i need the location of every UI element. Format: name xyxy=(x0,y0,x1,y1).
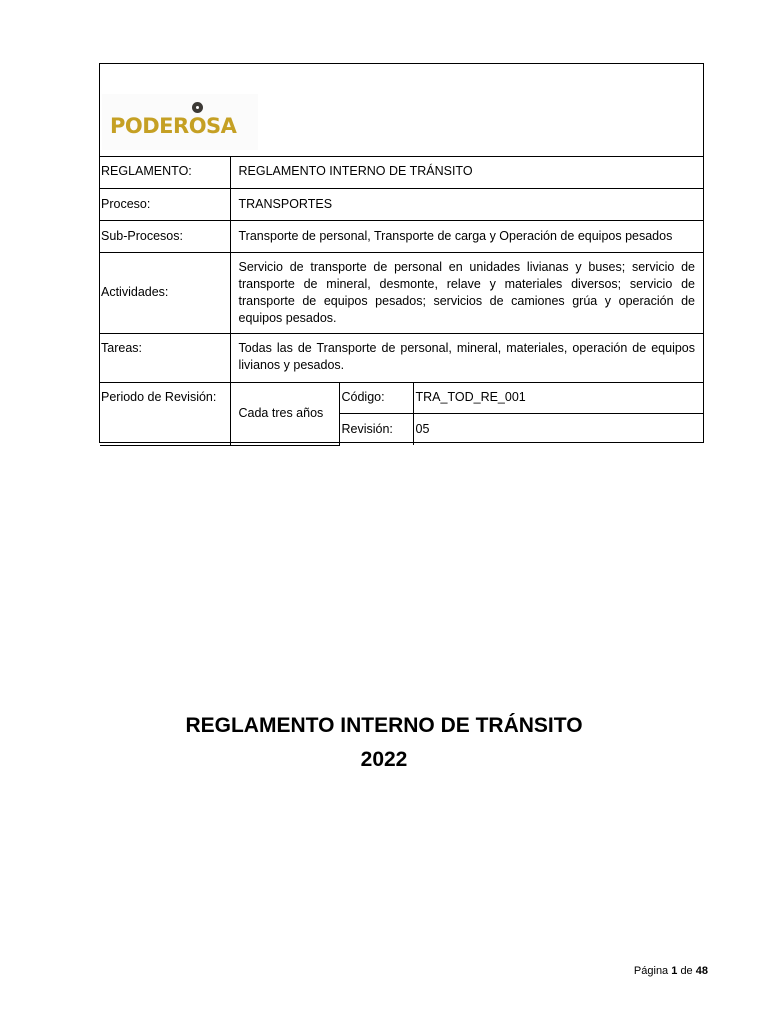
page-word: Página xyxy=(633,965,669,977)
proceso-label: Proceso: xyxy=(100,188,230,220)
page-current: 1 xyxy=(671,965,678,977)
revision-label: Revisión: xyxy=(339,413,413,445)
proceso-value: TRANSPORTES xyxy=(230,188,703,220)
periodo-label: Periodo de Revisión: xyxy=(100,382,230,445)
tareas-value: Todas las de Transporte de personal, mineral, materiales, operación de equipos livianos y pesados. xyxy=(230,333,703,382)
reglamento-value: REGLAMENTO INTERNO DE TRÁNSITO xyxy=(230,156,703,188)
page-total: 48 xyxy=(695,965,708,977)
actividades-label: Actividades: xyxy=(100,252,230,333)
logo-ring-icon xyxy=(192,102,203,113)
document-metadata-table xyxy=(100,156,703,446)
page-separator: de xyxy=(680,965,693,977)
table-row xyxy=(100,188,703,220)
logo-row xyxy=(100,64,703,157)
document-title: REGLAMENTO INTERNO DE TRÁNSITO xyxy=(185,714,583,737)
reglamento-label: REGLAMENTO: xyxy=(100,156,230,188)
document-year: 2022 xyxy=(360,748,408,771)
table-row xyxy=(100,333,703,382)
codigo-value: TRA_TOD_RE_001 xyxy=(413,382,703,413)
periodo-value: Cada tres años xyxy=(230,382,339,445)
actividades-value: Servicio de transporte de personal en unidades livianas y buses; servicio de transporte de mineral, desmonte, relave y materiales diversos; servicio de transporte de equipos pesados; servicios de camiones grúa y operación de equipos pesados. xyxy=(230,252,703,333)
table-row xyxy=(100,220,703,252)
logo-wordmark: PODEROSA xyxy=(110,114,237,138)
table-row xyxy=(100,382,703,413)
tareas-label: Tareas: xyxy=(100,333,230,382)
page-footer xyxy=(634,964,708,978)
revision-value: 05 xyxy=(413,413,703,445)
poderosa-logo xyxy=(102,94,258,150)
codigo-label: Código: xyxy=(339,382,413,413)
table-row xyxy=(100,252,703,333)
subprocesos-label: Sub-Procesos: xyxy=(100,220,230,252)
subprocesos-value: Transporte de personal, Transporte de carga y Operación de equipos pesados xyxy=(230,220,703,252)
document-header-box xyxy=(99,63,704,443)
table-row xyxy=(100,156,703,188)
